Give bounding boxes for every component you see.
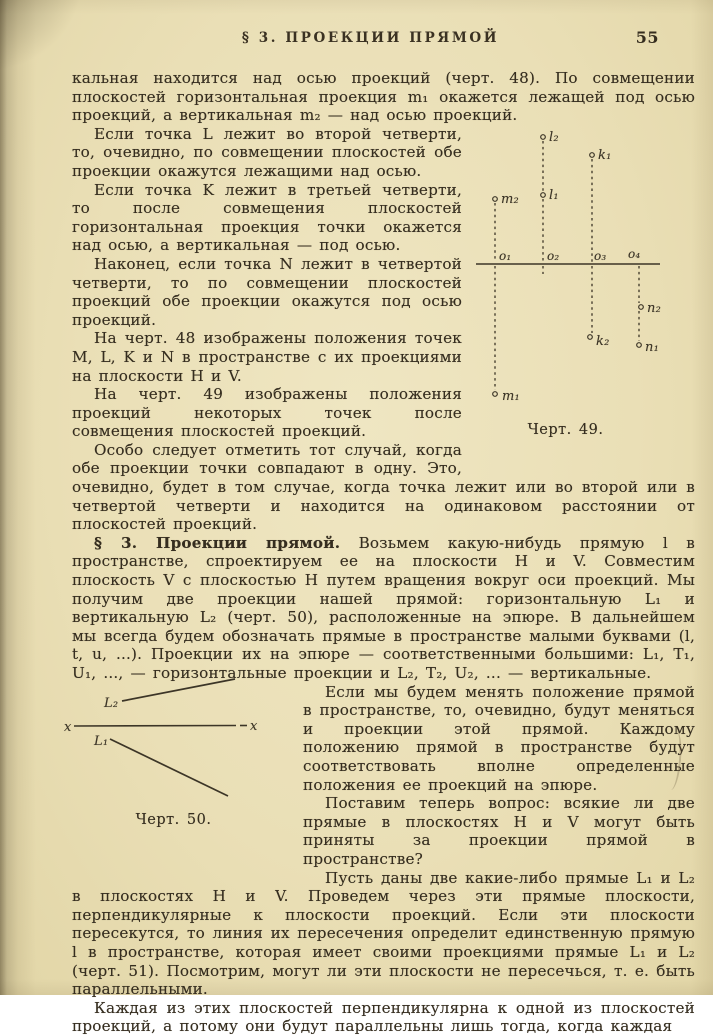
page-number: 55 (635, 28, 659, 47)
paragraph: Пусть даны две какие-либо прямые L₁ и L₂ в плоскостях H и V. Проведем через эти прямые плоскости, перпендикулярные к плоскости проекций. Если эти плоскости пересекутся, то линия их пересечения определит единственную прямую l в пространстве, которая имеет своими проекциями прямые L₁ и L₂ (черт. 51). Посмотрим, могут ли эти плоскости не пересечься, т. е. быть параллельными. (72, 868, 695, 999)
section-3-text: Возьмем какую-нибудь прямую l в пространстве, спроектируем ее на плоскости H и V. Совместим плоскость V с плоскостью H путем вращения вокруг оси проекций. Мы получим две проекции нашей прямой: горизонтальную L₁ и вертикальную L₂ (черт. 50), расположенные на эпюре. В дальнейшем мы всегда будем обозначать прямые в пространстве малыми буквами (l, t, u, ...). Проекции их на эпюре — соответственными большими: L₁, T₁, U₁, ..., — горизонтальные проекции и L₂, T₂, U₂, ... — вертикальные. (72, 533, 695, 682)
fig49-label-n2: n₂ (647, 300, 661, 316)
fig49-point-markers (493, 134, 644, 396)
fig49-label-m1: m₁ (502, 388, 520, 404)
fig49-label-o3: o₃ (594, 248, 607, 263)
paragraph: кальная находится над осью проекций (черт. 48). По совмещении плоскостей горизонтальная проекция m₁ окажется лежащей под осью проекций, а вертикальная m₂ — над осью проекций. (72, 69, 695, 125)
paragraph: Если точка L лежит во второй четверти, то, очевидно, по совмещении плоскостей обе проекции окажутся лежащими над осью. (72, 124, 462, 180)
fig50-label-x-right: x (250, 718, 258, 734)
fig50-label-L1: L₁ (94, 733, 109, 749)
paragraph: Поставим теперь вопрос: всякие ли две прямые в плоскостях H и V могут быть приняты за проекции прямой в пространстве? (303, 794, 695, 868)
fig49-label-l1: l₁ (549, 187, 559, 203)
fig49-projection-lines (495, 141, 639, 390)
fig49-label-n1: n₁ (645, 339, 659, 355)
figure-49 (470, 127, 695, 459)
section-title: § 3. ПРОЕКЦИИ ПРЯМОЙ (241, 30, 500, 46)
page-content (64, 28, 695, 1036)
figure-49-caption: Черт. 49. (527, 421, 604, 438)
fig49-label-k1: k₁ (598, 147, 612, 163)
paragraph: На черт. 49 изображены положения проекций некоторых точек после совмещения плоскостей проекций. (72, 385, 462, 441)
fig49-label-m2: m₂ (501, 191, 519, 207)
figure-50 (64, 669, 295, 869)
paragraph: На черт. 48 изображены положения точек M, L, K и N в пространстве с их проекциями на плоскости H и V. (72, 329, 462, 385)
figure-50-caption: Черт. 50. (135, 811, 212, 828)
fig50-label-L2: L₂ (104, 695, 119, 711)
fig50-label-x-left: x (64, 719, 72, 735)
section-3-heading: § 3. Проекции прямой. (94, 533, 341, 552)
paragraph: Наконец, если точка N лежит в четвертой четверти, то по совмещении плоскостей проекций обе проекции окажутся под осью проекций. (72, 254, 462, 329)
paragraph: Каждая из этих плоскостей перпендикулярна к одной из плоскостей проекций, а потому они будут параллельны лишь тогда, когда каждая (72, 998, 695, 1036)
paragraph: Особо следует отметить тот случай, когда обе проекции точки совпадают в одну. Это, очевидно, будет в том случае, когда точка лежит или во второй или в четвертой четверти и находится на одинаковом расстоянии от плоскостей проекций. (72, 440, 695, 534)
fig49-label-o1: o₁ (499, 248, 512, 263)
paragraph: Если мы будем менять положение прямой в пространстве, то, очевидно, будут меняться и проекции этой прямой. Каждому положению прямой в пространстве будут соответствовать вполне определенные положения ее проекций на эпюре. (303, 682, 695, 794)
paragraph: Если точка K лежит в третьей четверти, то после совмещения плоскостей горизонтальная проекция точки окажется над осью, а вертикальная — под осью. (72, 180, 462, 255)
fig49-label-k2: k₂ (596, 333, 610, 349)
figure-50-drawing (60, 669, 260, 809)
page-header (72, 30, 695, 48)
fig49-label-o4: o₄ (628, 246, 641, 261)
fig49-label-l2: l₂ (549, 129, 559, 145)
paragraph-section-3 (72, 534, 695, 683)
fig49-label-o2: o₂ (547, 248, 560, 263)
figure-49-drawing (470, 127, 695, 419)
body-text (64, 69, 695, 1036)
